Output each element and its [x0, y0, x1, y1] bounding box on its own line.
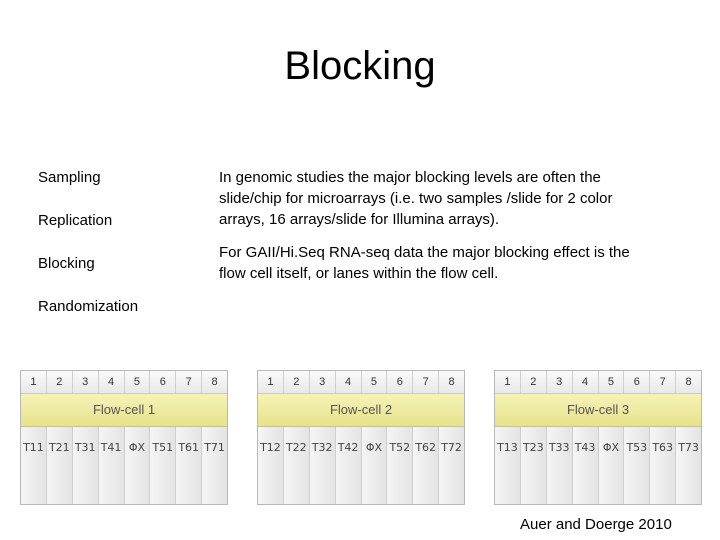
lane-number: 1 [21, 371, 47, 393]
sample-label: T23 [522, 441, 544, 454]
slide-title: Blocking [284, 44, 436, 88]
sample-lane [47, 427, 73, 505]
sample-lane [676, 427, 701, 505]
lane-number: 3 [547, 371, 573, 393]
sample-label: T13 [497, 441, 518, 454]
sample-label: T42 [337, 441, 359, 454]
sample-label: T52 [389, 441, 411, 454]
sample-label: T41 [100, 441, 122, 454]
lane-number: 2 [284, 371, 310, 393]
flow-cell-label: Flow-cell 1 [21, 394, 227, 427]
sample-lane [599, 427, 625, 505]
flow-cell [257, 370, 465, 505]
sample-lane [547, 427, 573, 505]
flow-cell-label: Flow-cell 3 [495, 394, 701, 427]
sample-lane [202, 427, 227, 505]
sample-label: T12 [260, 441, 281, 454]
paragraph-rnaseq: For GAII/Hi.Seq RNA-seq data the major blocking effect is the flow cell itself, or lanes within the flow cell. [219, 244, 630, 282]
lane-number: 7 [413, 371, 439, 393]
sample-lane [310, 427, 336, 505]
sample-lane [521, 427, 547, 505]
topic-blocking: Blocking [38, 255, 95, 272]
sample-lane [336, 427, 362, 505]
lane-number: 4 [336, 371, 362, 393]
lane-number: 3 [310, 371, 336, 393]
lane-number: 4 [573, 371, 599, 393]
lane-number: 5 [599, 371, 625, 393]
sample-label: T43 [574, 441, 596, 454]
sample-label: T73 [678, 441, 699, 454]
lane-number: 8 [439, 371, 464, 393]
sample-lane [284, 427, 310, 505]
slide-body [219, 167, 659, 296]
flow-cell-figure [20, 370, 710, 505]
flow-cell [494, 370, 702, 505]
flow-cell [20, 370, 228, 505]
lane-number: 5 [362, 371, 388, 393]
citation: Auer and Doerge 2010 [520, 516, 672, 533]
sample-lane [258, 427, 284, 505]
topic-randomization: Randomization [38, 298, 139, 315]
lane-number: 3 [73, 371, 99, 393]
sample-lane [573, 427, 599, 505]
lane-number: 1 [495, 371, 521, 393]
sample-label: T31 [74, 441, 96, 454]
sample-lane [99, 427, 125, 505]
sample-lane [125, 427, 151, 505]
sample-lane [650, 427, 676, 505]
flow-cell-label: Flow-cell 2 [258, 394, 464, 427]
lane-number: 6 [387, 371, 413, 393]
lane-number-row [258, 371, 464, 394]
sample-label: T51 [152, 441, 174, 454]
paragraph-microarrays: In genomic studies the major blocking levels are often the slide/chip for microarrays (i.e. two samples /slide for 2 color arrays, 16 arrays/slide for Illumina arrays). [219, 169, 613, 228]
topic-sampling: Sampling [38, 169, 101, 186]
sample-label: T53 [626, 441, 648, 454]
lane-number: 2 [47, 371, 73, 393]
sample-label: T32 [311, 441, 333, 454]
sample-lane [150, 427, 176, 505]
sample-lane [439, 427, 464, 505]
sample-label: T63 [652, 441, 674, 454]
topic-replication: Replication [38, 212, 113, 229]
sample-label: T21 [48, 441, 70, 454]
sample-lane [495, 427, 521, 505]
topic-list [38, 168, 208, 340]
sample-lane [362, 427, 388, 505]
lane-number-row [495, 371, 701, 394]
lane-number-row [21, 371, 227, 394]
sample-label: ΦX [602, 441, 620, 454]
sample-label: T11 [23, 441, 44, 454]
lane-number: 2 [521, 371, 547, 393]
sample-lane [176, 427, 202, 505]
sample-lane [21, 427, 47, 505]
lane-number: 8 [202, 371, 227, 393]
sample-label: ΦX [365, 441, 383, 454]
lane-number: 1 [258, 371, 284, 393]
sample-lane [387, 427, 413, 505]
lane-number: 8 [676, 371, 701, 393]
sample-lane [624, 427, 650, 505]
lane-number: 7 [650, 371, 676, 393]
lane-number: 6 [150, 371, 176, 393]
sample-label: T71 [204, 441, 225, 454]
sample-label: T72 [441, 441, 462, 454]
sample-label: T22 [285, 441, 307, 454]
sample-row [21, 427, 227, 505]
sample-label: T61 [178, 441, 200, 454]
sample-row [258, 427, 464, 505]
lane-number: 7 [176, 371, 202, 393]
sample-label: T62 [415, 441, 437, 454]
sample-lane [413, 427, 439, 505]
sample-row [495, 427, 701, 505]
lane-number: 5 [125, 371, 151, 393]
sample-label: ΦX [128, 441, 146, 454]
sample-label: T33 [548, 441, 570, 454]
sample-lane [73, 427, 99, 505]
lane-number: 6 [624, 371, 650, 393]
lane-number: 4 [99, 371, 125, 393]
